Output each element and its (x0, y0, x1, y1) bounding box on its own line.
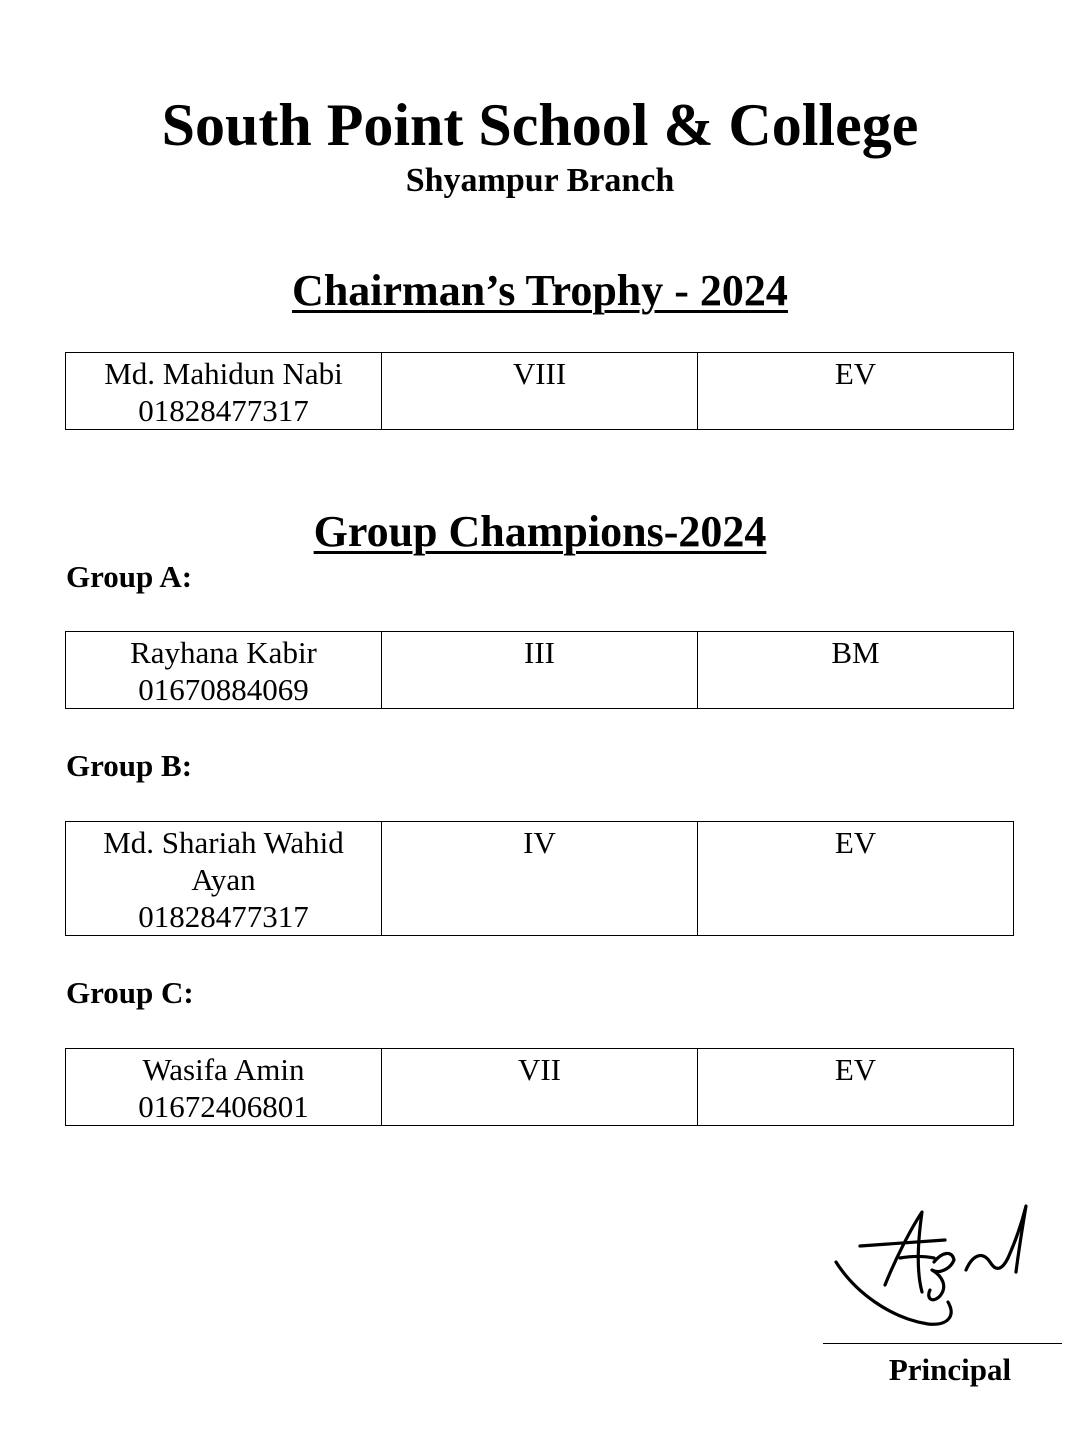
winner-version-cell: EV (698, 822, 1014, 936)
winner-name-cell (66, 632, 382, 709)
signature-line (823, 1343, 1062, 1344)
table-row (66, 1049, 1014, 1126)
winner-name-continued: Ayan (191, 862, 256, 897)
principal-signature (830, 1200, 1040, 1330)
winner-version-cell: EV (698, 1049, 1014, 1126)
winner-class-cell: IV (382, 822, 698, 936)
group-c-table (65, 1048, 1014, 1126)
winner-class-cell: VIII (382, 353, 698, 430)
winner-phone: 01828477317 (138, 899, 309, 934)
table-row (66, 632, 1014, 709)
group-b-table (65, 821, 1014, 936)
winner-name-cell (66, 822, 382, 936)
winner-phone: 01828477317 (138, 393, 309, 428)
winner-phone: 01672406801 (138, 1089, 309, 1124)
table-row (66, 822, 1014, 936)
principal-label: Principal (888, 1352, 1012, 1387)
table-row (66, 353, 1014, 430)
winner-name-cell (66, 1049, 382, 1126)
school-name: South Point School & College (161, 92, 919, 158)
winner-name: Rayhana Kabir (130, 635, 317, 670)
chairmans-trophy-title: Chairman’s Trophy - 2024 (292, 266, 788, 315)
winner-name-cell (66, 353, 382, 430)
winner-class-cell: VII (382, 1049, 698, 1126)
winner-name: Md. Mahidun Nabi (104, 356, 343, 391)
winner-phone: 01670884069 (138, 672, 309, 707)
branch-name: Shyampur Branch (405, 162, 675, 199)
group-c-label: Group C: (66, 975, 194, 1010)
group-a-table (65, 631, 1014, 709)
chairmans-trophy-table (65, 352, 1014, 430)
group-a-label: Group A: (66, 559, 193, 594)
winner-name: Wasifa Amin (142, 1052, 305, 1087)
winner-version-cell: BM (698, 632, 1014, 709)
group-champions-title: Group Champions-2024 (313, 507, 767, 556)
winner-class-cell: III (382, 632, 698, 709)
winner-version-cell: EV (698, 353, 1014, 430)
group-b-label: Group B: (66, 748, 193, 783)
winner-name: Md. Shariah Wahid (103, 825, 344, 860)
